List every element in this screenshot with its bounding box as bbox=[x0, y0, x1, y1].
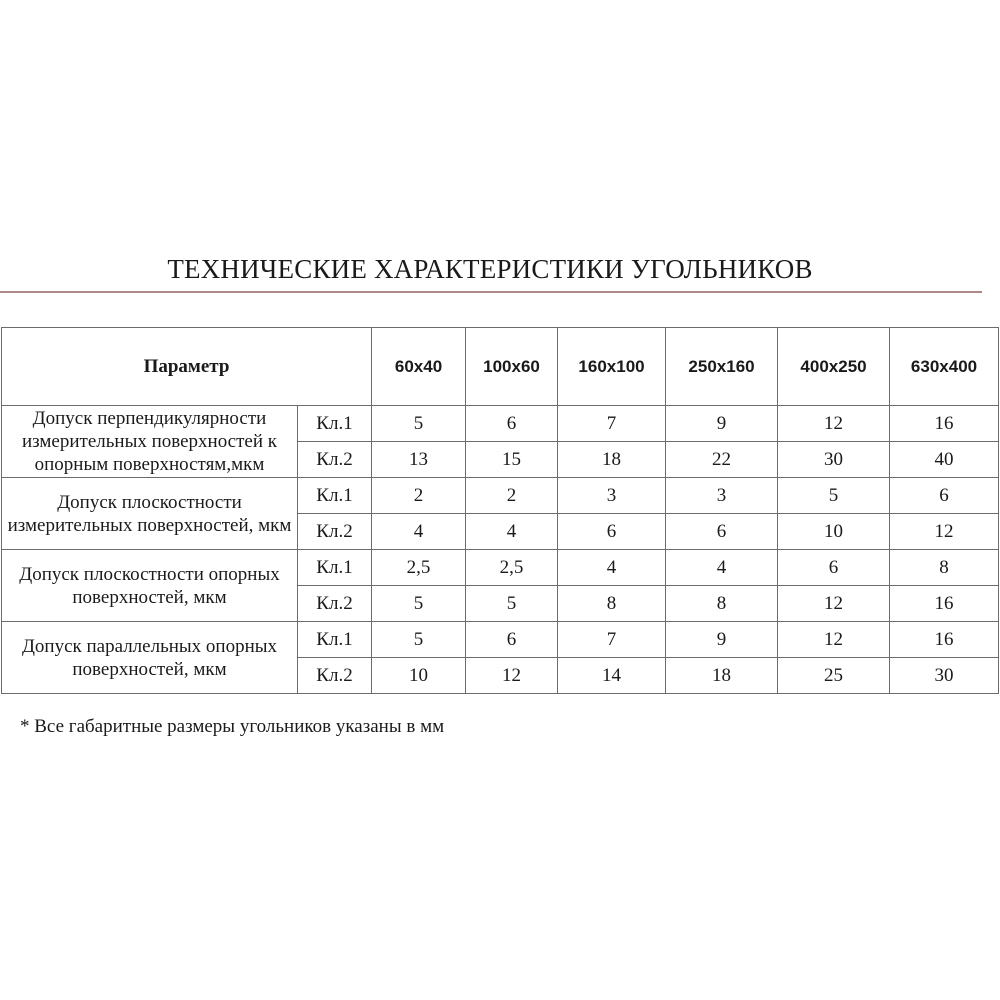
column-header-size: 400x250 bbox=[778, 328, 890, 406]
parameter-label: Допуск перпендикулярности измерительных поверхностей к опорным поверхностям,мкм bbox=[2, 406, 298, 478]
value-cell: 5 bbox=[372, 586, 466, 622]
value-cell: 6 bbox=[778, 550, 890, 586]
value-cell: 7 bbox=[558, 622, 666, 658]
value-cell: 9 bbox=[666, 406, 778, 442]
value-cell: 2,5 bbox=[372, 550, 466, 586]
class-label: Кл.1 bbox=[298, 622, 372, 658]
value-cell: 18 bbox=[666, 658, 778, 694]
value-cell: 12 bbox=[778, 586, 890, 622]
table-row bbox=[2, 550, 999, 586]
value-cell: 10 bbox=[372, 658, 466, 694]
value-cell: 12 bbox=[890, 514, 999, 550]
value-cell: 4 bbox=[466, 514, 558, 550]
value-cell: 2,5 bbox=[466, 550, 558, 586]
parameter-label: Допуск плоскостности измерительных поверхностей, мкм bbox=[2, 478, 298, 550]
value-cell: 12 bbox=[778, 622, 890, 658]
value-cell: 6 bbox=[466, 406, 558, 442]
value-cell: 3 bbox=[666, 478, 778, 514]
value-cell: 5 bbox=[372, 406, 466, 442]
value-cell: 5 bbox=[778, 478, 890, 514]
value-cell: 3 bbox=[558, 478, 666, 514]
value-cell: 8 bbox=[890, 550, 999, 586]
class-label: Кл.1 bbox=[298, 550, 372, 586]
value-cell: 2 bbox=[372, 478, 466, 514]
value-cell: 8 bbox=[666, 586, 778, 622]
value-cell: 40 bbox=[890, 442, 999, 478]
value-cell: 12 bbox=[778, 406, 890, 442]
value-cell: 30 bbox=[778, 442, 890, 478]
value-cell: 15 bbox=[466, 442, 558, 478]
value-cell: 6 bbox=[558, 514, 666, 550]
value-cell: 16 bbox=[890, 586, 999, 622]
value-cell: 18 bbox=[558, 442, 666, 478]
value-cell: 6 bbox=[890, 478, 999, 514]
value-cell: 4 bbox=[372, 514, 466, 550]
class-label: Кл.2 bbox=[298, 586, 372, 622]
value-cell: 7 bbox=[558, 406, 666, 442]
value-cell: 6 bbox=[466, 622, 558, 658]
table-row bbox=[2, 622, 999, 658]
class-label: Кл.2 bbox=[298, 514, 372, 550]
title-divider bbox=[0, 291, 982, 293]
value-cell: 4 bbox=[666, 550, 778, 586]
value-cell: 9 bbox=[666, 622, 778, 658]
value-cell: 22 bbox=[666, 442, 778, 478]
table-row bbox=[2, 406, 999, 442]
column-header-parameter: Параметр bbox=[2, 328, 372, 406]
footnote: * Все габаритные размеры угольников указаны в мм bbox=[20, 716, 445, 737]
value-cell: 5 bbox=[372, 622, 466, 658]
value-cell: 16 bbox=[890, 622, 999, 658]
class-label: Кл.1 bbox=[298, 406, 372, 442]
value-cell: 5 bbox=[466, 586, 558, 622]
column-header-size: 160x100 bbox=[558, 328, 666, 406]
specifications-table bbox=[1, 327, 999, 694]
value-cell: 16 bbox=[890, 406, 999, 442]
value-cell: 25 bbox=[778, 658, 890, 694]
value-cell: 8 bbox=[558, 586, 666, 622]
table-row bbox=[2, 478, 999, 514]
value-cell: 10 bbox=[778, 514, 890, 550]
parameter-label: Допуск плоскостности опорных поверхностей, мкм bbox=[2, 550, 298, 622]
class-label: Кл.1 bbox=[298, 478, 372, 514]
value-cell: 12 bbox=[466, 658, 558, 694]
page-title: ТЕХНИЧЕСКИЕ ХАРАКТЕРИСТИКИ УГОЛЬНИКОВ bbox=[167, 254, 813, 284]
parameter-label: Допуск параллельных опорных поверхностей, мкм bbox=[2, 622, 298, 694]
value-cell: 30 bbox=[890, 658, 999, 694]
value-cell: 4 bbox=[558, 550, 666, 586]
column-header-size: 630x400 bbox=[890, 328, 999, 406]
value-cell: 2 bbox=[466, 478, 558, 514]
class-label: Кл.2 bbox=[298, 658, 372, 694]
value-cell: 14 bbox=[558, 658, 666, 694]
column-header-size: 60x40 bbox=[372, 328, 466, 406]
table-header-row bbox=[2, 328, 999, 406]
class-label: Кл.2 bbox=[298, 442, 372, 478]
column-header-size: 100x60 bbox=[466, 328, 558, 406]
value-cell: 13 bbox=[372, 442, 466, 478]
column-header-size: 250x160 bbox=[666, 328, 778, 406]
value-cell: 6 bbox=[666, 514, 778, 550]
